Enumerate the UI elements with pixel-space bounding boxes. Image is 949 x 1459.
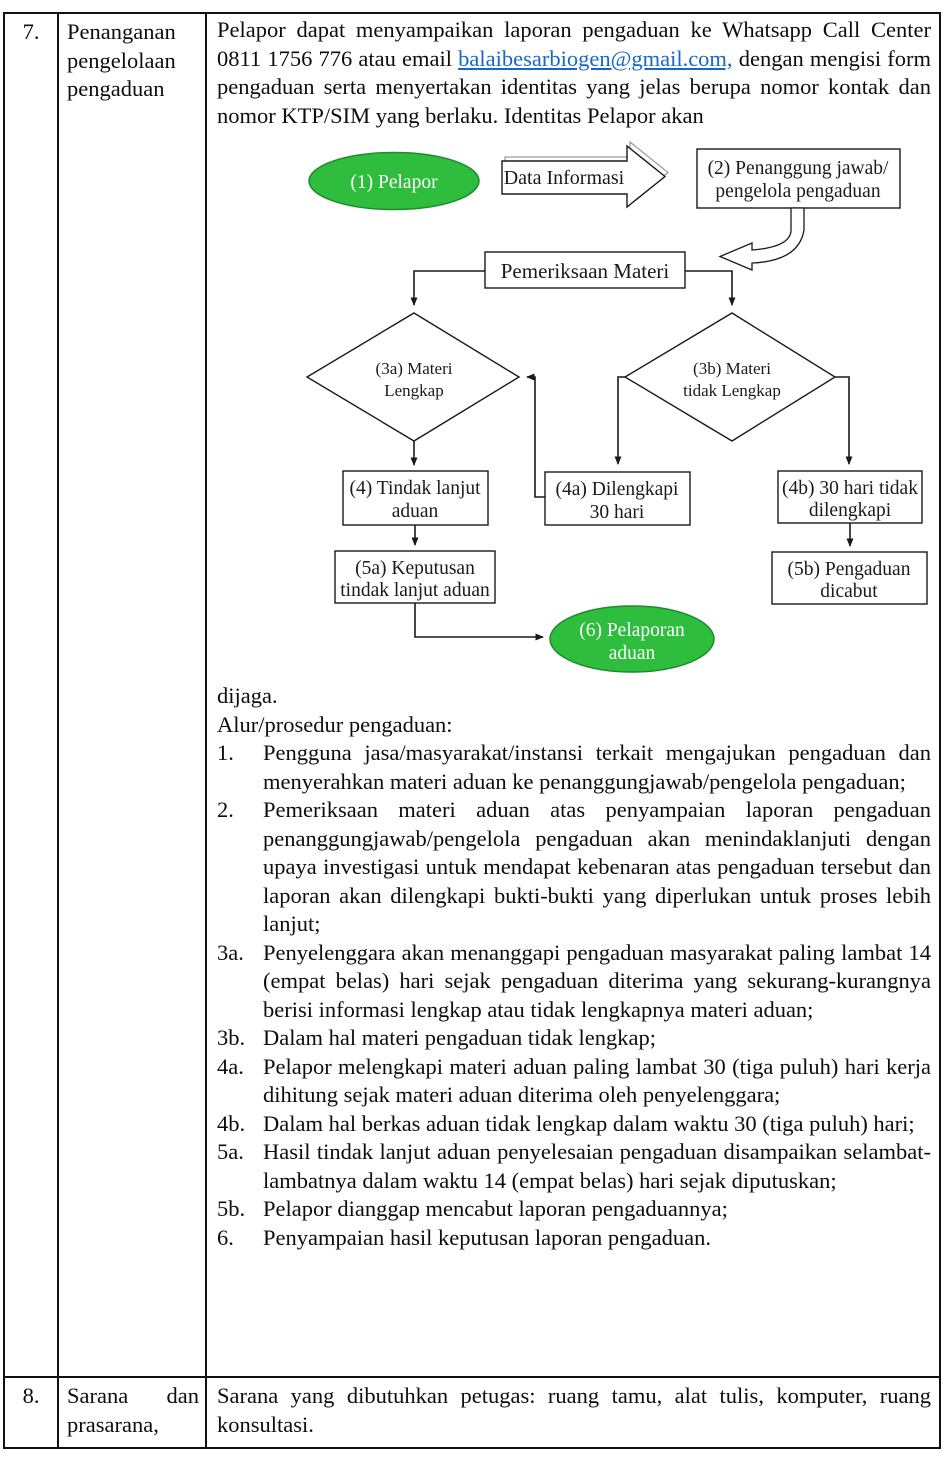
connector-4a-to-3a — [527, 377, 545, 497]
procedure-list — [217, 739, 931, 1252]
after-diagram-text: dijaga. — [217, 683, 278, 708]
node4-label-line1: (4) Tindak lanjut — [349, 478, 481, 499]
node3b-label-line1: (3b) Materi — [693, 359, 771, 378]
node2-label-line2: pengelola pengaduan — [715, 181, 881, 202]
list-item — [217, 739, 931, 796]
row7-number-cell — [5, 14, 59, 1376]
row8-number-cell — [5, 1378, 59, 1447]
node5a-label-line1: (5a) Keputusan — [355, 558, 475, 579]
list-item — [217, 1110, 931, 1139]
node6-label-line1: (6) Pelaporan — [579, 620, 685, 641]
list-item-text: Dalam hal materi pengaduan tidak lengkap; — [263, 1025, 656, 1050]
email-link[interactable]: balaibesarbiogen@gmail.com, — [458, 45, 733, 71]
connector-to-3b — [685, 271, 732, 305]
connector-3b-to-4a — [618, 377, 625, 464]
flowchart-node-keputusan — [335, 551, 495, 603]
node4a-label-line2: 30 hari — [589, 502, 645, 523]
node3a-label-line2: Lengkap — [384, 381, 444, 400]
list-item-marker: 2. — [217, 797, 234, 822]
row7-content-cell — [207, 14, 939, 1376]
list-item-text: Hasil tindak lanjut aduan penyelesaian pengaduan disampaikan selambat-lambatnya dalam waktu 14 (empat belas) hari sejak diputuskan; — [263, 1139, 931, 1193]
node2-label-line1: (2) Penanggung jawab/ — [707, 158, 889, 179]
list-item-text: Pengguna jasa/masyarakat/instansi terkait mengajukan pengaduan dan menyerahkan materi aduan ke penanggungjawab/pengelola pengaduan; — [263, 740, 931, 794]
list-item — [217, 1024, 931, 1053]
flowchart-node-pengaduan-dicabut — [772, 552, 927, 604]
list-item-marker: 1. — [217, 740, 234, 765]
list-item — [217, 1053, 931, 1110]
data-informasi-label: Data Informasi — [503, 167, 625, 189]
complaint-flowchart-diagram — [217, 134, 931, 682]
row-number: 7. — [22, 19, 40, 44]
node5b-label-line1: (5b) Pengaduan — [787, 559, 911, 580]
flowchart-node-pelaporan-aduan — [550, 606, 714, 672]
list-item-marker: 5a. — [217, 1139, 244, 1164]
list-item-marker: 5b. — [217, 1196, 246, 1221]
intro-text-before: Pelapor dapat menyampaikan laporan pengaduan ke Whatsapp Call Center 0811 1756 776 atau email — [217, 17, 931, 71]
flowchart-node-pemeriksaan-materi — [485, 252, 685, 288]
node3b-label-line2: tidak Lengkap — [683, 381, 781, 400]
row-category: Penanganan pengelolaan pengaduan — [67, 19, 176, 101]
flowchart-node-materi-lengkap — [307, 313, 519, 441]
row8-text: Sarana yang dibutuhkan petugas: ruang tamu, alat tulis, komputer, ruang konsultasi. — [217, 1383, 931, 1437]
row-number: 8. — [22, 1383, 40, 1408]
list-item-text: Penyampaian hasil keputusan laporan pengaduan. — [263, 1224, 711, 1250]
row8-content-cell — [207, 1378, 939, 1447]
table-row-8 — [5, 1378, 939, 1447]
connector-3b-to-4b — [835, 377, 849, 464]
flowchart-node-tidak-dilengkapi — [778, 471, 922, 523]
list-item — [217, 1195, 931, 1224]
document-table — [3, 12, 941, 1449]
list-title: Alur/prosedur pengaduan: — [217, 711, 453, 737]
flowchart-node-dilengkapi — [545, 472, 690, 525]
row8-category-cell — [59, 1378, 207, 1447]
list-item — [217, 796, 931, 939]
node4b-label-line2: dilengkapi — [808, 500, 892, 521]
connector-5a-to-6 — [415, 603, 543, 637]
table-row-7 — [5, 14, 939, 1378]
list-item-marker: 6. — [217, 1224, 234, 1250]
flowchart-node-tindak-lanjut — [343, 471, 488, 525]
data-informasi-arrow — [502, 142, 668, 207]
list-item — [217, 1224, 931, 1253]
list-item-marker: 4b. — [217, 1110, 246, 1136]
intro-paragraph — [217, 16, 931, 130]
node-pelapor-label: (1) Pelapor — [350, 172, 438, 193]
curved-connector-arrow — [720, 208, 804, 270]
node4b-label-line1: (4b) 30 hari tidak — [782, 478, 918, 499]
list-item-marker: 3b. — [217, 1025, 246, 1050]
list-item-text: Penyelenggara akan menanggapi pengaduan masyarakat paling lambat 14 (empat belas) hari sejak pengaduan diterima yang sekurang-kurangnya berisi informasi lengkap atau tidak lengkapnya materi aduan; — [263, 939, 931, 1022]
list-item — [217, 1138, 931, 1195]
list-item-text: Pemeriksaan materi aduan atas penyampaian laporan pengaduan penanggungjawab/pengelola pengaduan akan menindaklanjuti dengan upaya investigasi untuk mendapat kebenaran atas pengaduan tersebut dan laporan akan dilengkapi bukti-bukti yang diperlukan untuk proses lebih lanjut; — [263, 797, 931, 936]
connector-to-3a — [414, 271, 485, 305]
node6-label-line2: aduan — [608, 643, 656, 664]
intro-text-after: dengan mengisi form pengaduan serta menyertakan identitas yang jelas berupa nomor kontak dan nomor KTP/SIM yang berlaku. Identitas Pelapor akan — [217, 45, 931, 128]
row-category: Sarana dan prasarana, — [67, 1383, 199, 1437]
flowchart-node-pelapor — [309, 153, 479, 210]
node5b-label-line2: dicabut — [820, 581, 878, 602]
list-item — [217, 939, 931, 1025]
node3a-label-line1: (3a) Materi — [375, 359, 453, 378]
list-item-marker: 4a. — [217, 1053, 244, 1079]
list-item-text: Pelapor melengkapi materi aduan paling lambat 30 (tiga puluh) hari kerja dihitung sejak materi aduan diterima oleh penyelenggara; — [263, 1053, 931, 1107]
list-item-marker: 3a. — [217, 939, 244, 965]
pemeriksaan-label: Pemeriksaan Materi — [500, 259, 670, 283]
list-item-text: Dalam hal berkas aduan tidak lengkap dalam waktu 30 (tiga puluh) hari; — [263, 1110, 915, 1136]
list-item-text: Pelapor dianggap mencabut laporan pengaduannya; — [263, 1196, 728, 1221]
flowchart-svg — [217, 134, 935, 682]
node5a-label-line2: tindak lanjut aduan — [340, 580, 490, 601]
node4a-label-line1: (4a) Dilengkapi — [555, 479, 679, 500]
flowchart-node-materi-tidak-lengkap — [625, 313, 835, 441]
row7-category-cell — [59, 14, 207, 1376]
flowchart-node-penanggung-jawab — [697, 149, 900, 208]
node4-label-line2: aduan — [391, 501, 439, 522]
